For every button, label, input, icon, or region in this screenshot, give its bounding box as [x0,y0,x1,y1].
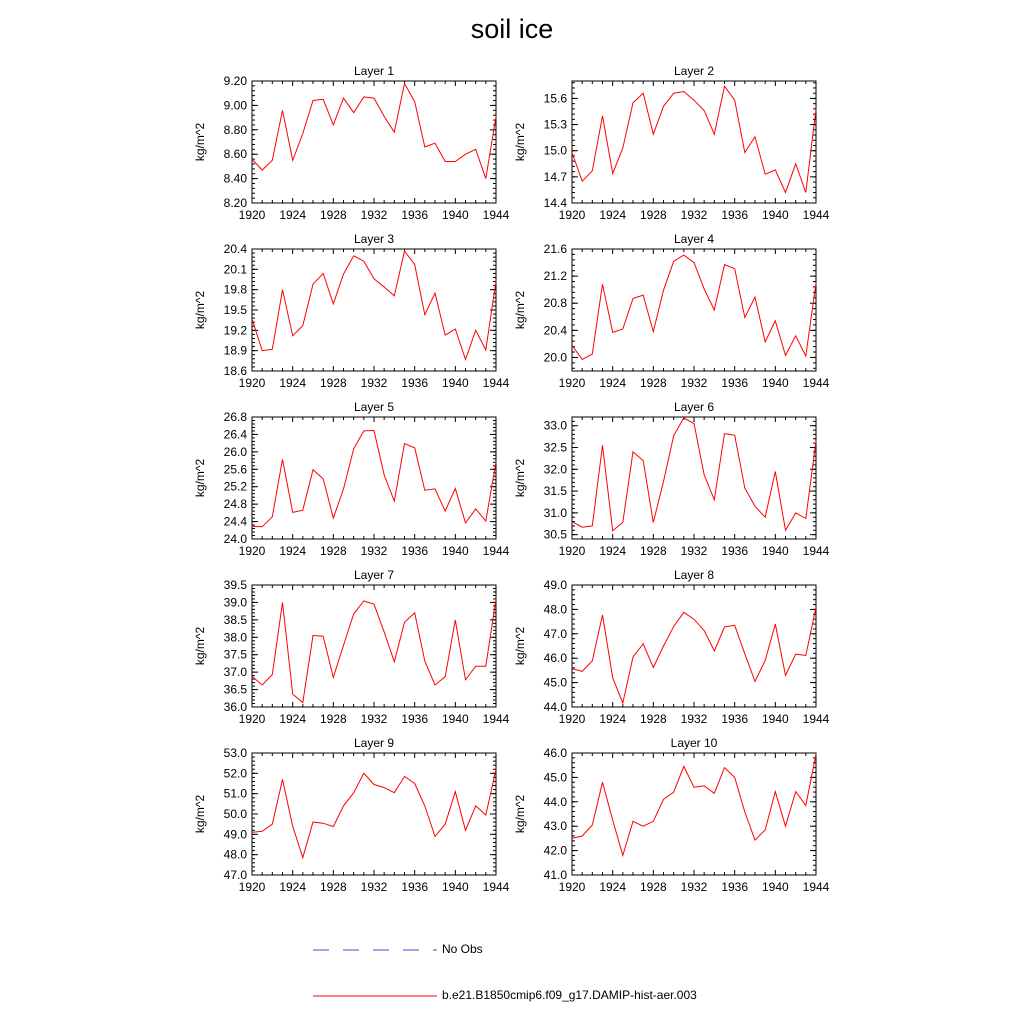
x-tick-label: 1936 [401,712,429,726]
y-tick-label: 51.0 [223,786,247,801]
x-tick-label: 1932 [360,712,388,726]
panel-title: Layer 4 [673,232,715,246]
y-tick-label: 38.0 [223,630,247,645]
x-tick-label: 1924 [599,208,627,222]
y-axis-label: kg/m^2 [193,290,207,330]
x-tick-label: 1940 [761,544,789,558]
y-axis-label: kg/m^2 [193,794,207,834]
y-tick-label: 26.0 [223,444,247,459]
y-tick-label: 36.5 [223,682,247,697]
x-tick-label: 1924 [279,376,307,390]
y-tick-label: 9.00 [223,98,247,113]
y-tick-label: 33.0 [543,418,567,433]
y-tick-label: 20.4 [543,323,567,338]
y-axis-label: kg/m^2 [513,458,527,498]
y-tick-label: 44.0 [543,794,567,809]
panel-title: Layer 10 [670,736,718,750]
y-tick-label: 43.0 [543,819,567,834]
legend-noobs-label: No Obs [442,942,483,956]
x-tick-label: 1920 [558,712,586,726]
x-tick-label: 1928 [319,712,347,726]
x-tick-label: 1920 [238,544,266,558]
y-tick-label: 9.20 [223,74,247,88]
y-tick-label: 39.5 [223,578,247,592]
y-tick-label: 36.0 [223,700,247,714]
panel-title: Layer 6 [673,400,715,414]
y-tick-label: 25.6 [223,462,247,477]
y-axis-label: kg/m^2 [513,122,527,162]
x-tick-label: 1920 [238,880,266,894]
x-tick-label: 1940 [441,712,469,726]
y-tick-label: 19.2 [223,323,247,338]
x-tick-label: 1944 [482,712,510,726]
y-tick-label: 8.60 [223,147,247,162]
y-tick-label: 26.8 [223,410,247,424]
x-tick-label: 1944 [802,712,830,726]
x-tick-label: 1928 [319,544,347,558]
x-tick-label: 1944 [802,544,830,558]
y-tick-label: 24.4 [223,514,247,529]
y-tick-label: 45.0 [543,675,567,690]
y-tick-label: 20.8 [543,296,567,311]
x-tick-label: 1936 [721,544,749,558]
x-tick-label: 1932 [680,376,708,390]
x-tick-label: 1924 [279,880,307,894]
x-tick-label: 1944 [802,376,830,390]
y-tick-label: 24.0 [223,532,247,546]
y-axis-label: kg/m^2 [513,794,527,834]
y-tick-label: 18.6 [223,364,247,378]
x-tick-label: 1944 [482,880,510,894]
figure-title: soil ice [470,14,554,44]
x-tick-label: 1928 [319,208,347,222]
x-tick-label: 1932 [360,544,388,558]
y-tick-label: 20.4 [223,242,247,256]
x-tick-label: 1936 [721,712,749,726]
y-tick-label: 14.4 [543,196,567,210]
x-tick-label: 1936 [401,880,429,894]
y-tick-label: 14.7 [543,169,567,184]
x-tick-label: 1936 [721,208,749,222]
y-axis-label: kg/m^2 [513,626,527,666]
y-tick-label: 39.0 [223,595,247,610]
y-tick-label: 46.0 [543,651,567,666]
x-tick-label: 1928 [639,376,667,390]
y-tick-label: 49.0 [543,578,567,592]
y-tick-label: 25.2 [223,479,247,494]
x-tick-label: 1932 [680,544,708,558]
x-tick-label: 1928 [319,880,347,894]
y-tick-label: 50.0 [223,807,247,821]
y-tick-label: 38.5 [223,612,247,627]
y-tick-label: 32.0 [543,462,567,477]
y-tick-label: 44.0 [543,700,567,714]
y-tick-label: 19.8 [223,282,247,297]
y-tick-label: 49.0 [223,827,247,842]
y-tick-label: 21.2 [543,269,567,284]
y-tick-label: 24.8 [223,497,247,512]
panel-title: Layer 2 [673,64,715,78]
x-tick-label: 1928 [639,208,667,222]
panel-title: Layer 1 [353,64,395,78]
x-tick-label: 1924 [279,544,307,558]
x-tick-label: 1932 [680,880,708,894]
y-tick-label: 52.0 [223,766,247,781]
x-tick-label: 1924 [279,712,307,726]
x-tick-label: 1924 [279,208,307,222]
x-tick-label: 1940 [761,376,789,390]
y-tick-label: 20.1 [223,262,247,277]
x-tick-label: 1944 [482,208,510,222]
x-tick-label: 1924 [599,712,627,726]
panel-title: Layer 3 [353,232,395,246]
y-tick-label: 20.0 [543,350,567,365]
x-tick-label: 1920 [558,208,586,222]
x-tick-label: 1944 [482,376,510,390]
panel-title: Layer 5 [353,400,395,414]
y-tick-label: 15.3 [543,117,567,132]
x-tick-label: 1936 [401,376,429,390]
x-tick-label: 1920 [238,376,266,390]
y-tick-label: 41.0 [543,868,567,882]
y-tick-label: 8.80 [223,122,247,137]
x-tick-label: 1940 [441,880,469,894]
x-tick-label: 1928 [639,544,667,558]
x-tick-label: 1940 [441,544,469,558]
y-tick-label: 19.5 [223,303,247,317]
x-tick-label: 1920 [558,544,586,558]
x-tick-label: 1932 [680,712,708,726]
y-axis-label: kg/m^2 [193,458,207,498]
x-tick-label: 1920 [238,208,266,222]
legend-series-label: b.e21.B1850cmip6.f09_g17.DAMIP-hist-aer.003 [442,988,697,1002]
panel-title: Layer 8 [673,568,715,582]
x-tick-label: 1940 [761,208,789,222]
x-tick-label: 1944 [802,208,830,222]
y-tick-label: 18.9 [223,343,247,358]
x-tick-label: 1940 [441,208,469,222]
y-tick-label: 31.0 [543,505,567,520]
x-tick-label: 1920 [558,880,586,894]
x-tick-label: 1920 [238,712,266,726]
x-tick-label: 1940 [761,880,789,894]
x-tick-label: 1944 [482,544,510,558]
y-tick-label: 42.0 [543,843,567,858]
y-tick-label: 48.0 [543,602,567,617]
x-tick-label: 1932 [360,208,388,222]
y-tick-label: 8.40 [223,171,247,186]
x-tick-label: 1936 [721,880,749,894]
y-tick-label: 46.0 [543,746,567,760]
y-tick-label: 37.0 [223,665,247,680]
x-tick-label: 1924 [599,376,627,390]
x-tick-label: 1920 [558,376,586,390]
y-tick-label: 37.5 [223,647,247,662]
y-tick-label: 30.5 [543,527,567,542]
y-tick-label: 21.6 [543,242,567,256]
y-tick-label: 47.0 [223,868,247,882]
x-tick-label: 1936 [401,544,429,558]
x-tick-label: 1932 [360,376,388,390]
x-tick-label: 1928 [639,712,667,726]
x-tick-label: 1924 [599,544,627,558]
x-tick-label: 1940 [441,376,469,390]
y-tick-label: 48.0 [223,847,247,862]
panel-title: Layer 7 [353,568,395,582]
x-tick-label: 1932 [360,880,388,894]
y-tick-label: 47.0 [543,626,567,641]
y-tick-label: 53.0 [223,746,247,760]
y-tick-label: 15.0 [543,143,567,158]
y-axis-label: kg/m^2 [193,122,207,162]
y-tick-label: 26.4 [223,427,247,442]
x-tick-label: 1936 [721,376,749,390]
y-tick-label: 15.6 [543,91,567,106]
y-axis-label: kg/m^2 [513,290,527,330]
y-axis-label: kg/m^2 [193,626,207,666]
x-tick-label: 1928 [639,880,667,894]
x-tick-label: 1944 [802,880,830,894]
x-tick-label: 1928 [319,376,347,390]
panel-title: Layer 9 [353,736,395,750]
x-tick-label: 1932 [680,208,708,222]
y-tick-label: 32.5 [543,440,567,455]
y-tick-label: 31.5 [543,484,567,499]
x-tick-label: 1936 [401,208,429,222]
y-tick-label: 8.20 [223,196,247,210]
x-tick-label: 1924 [599,880,627,894]
x-tick-label: 1940 [761,712,789,726]
y-tick-label: 45.0 [543,770,567,785]
